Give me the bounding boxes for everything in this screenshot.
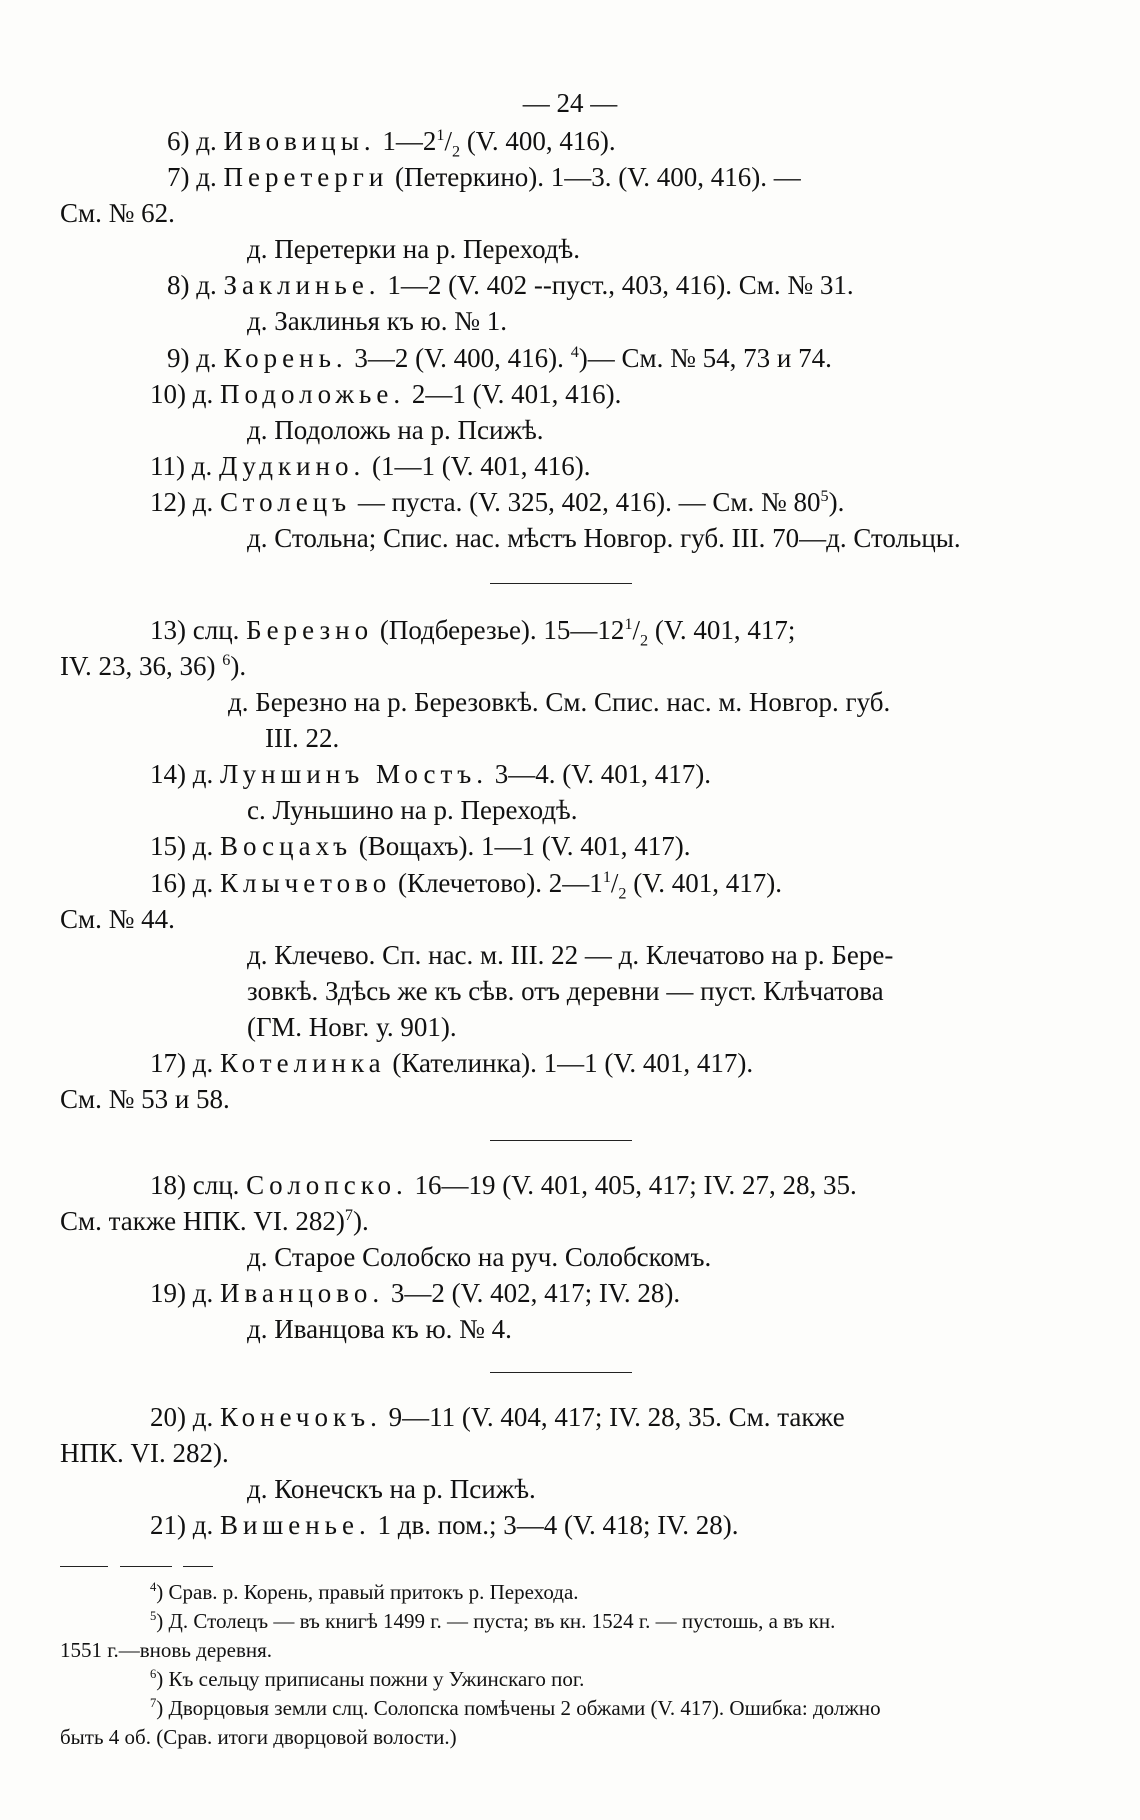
section-divider [490, 583, 632, 584]
entry-16-note2: зовкѣ. Здѣсь же къ сѣв. отъ деревни — пуст. Клѣчатова [247, 976, 884, 1006]
entry-19-note: д. Иванцова къ ю. № 4. [247, 1314, 512, 1344]
footnote-ref: 5 [820, 487, 829, 505]
footnote-ref: 7 [344, 1206, 353, 1224]
entry-name: Корень. [223, 343, 348, 373]
entry-16-note: д. Клечево. Сп. нас. м. III. 22 — д. Клечатово на р. Бере- [247, 940, 894, 970]
footnote-ref: 4 [570, 343, 579, 361]
entry-10-note: д. Подоложь на р. Псижѣ. [247, 415, 544, 445]
entry-name: Иванцово. [220, 1278, 385, 1308]
entry-7-cont: См. № 62. [60, 198, 175, 228]
entry-13-note: д. Березно на р. Березовкѣ. См. Спис. нас. м. Новгор. губ. [228, 687, 891, 717]
entry-14-note: с. Луньшино на р. Переходѣ. [247, 795, 578, 825]
footnote-7: $^7$) Дворцовыя земли слц. Солопска помѣчены 2 обжами (V. 417). Ошибка: должно [150, 1696, 881, 1720]
entry-17: 17) д. Котелинка (Кателинка). 1—1 (V. 401, 417). [150, 1048, 754, 1078]
footnote-rule [60, 1566, 108, 1567]
entry-19: 19) д. Иванцово. 3—2 (V. 402, 417; IV. 28). [150, 1278, 681, 1308]
entry-name: Восцахъ [220, 831, 353, 861]
entry-18-note: д. Старое Солобско на руч. Солобскомъ. [247, 1242, 712, 1272]
entry-name: Березно [246, 615, 374, 645]
entry-8: 8) д. Заклинье. 1—2 (V. 402 --пуст., 403, 416). См. № 31. [167, 270, 854, 300]
entry-name: Вишенье. [220, 1510, 371, 1540]
entry-13-note2: III. 22. [265, 723, 340, 753]
entry-name: Луншинъ Мостъ. [220, 759, 488, 789]
entry-7-note: д. Перетерки на р. Переходѣ. [247, 234, 580, 264]
entry-name: Заклинье. [223, 270, 381, 300]
entry-20: 20) д. Конечокъ. 9—11 (V. 404, 417; IV. 28, 35. См. также [150, 1402, 845, 1432]
footnote-rule [183, 1566, 213, 1567]
footnote-7-cont: быть 4 об. (Срав. итоги дворцовой волости.) [60, 1725, 457, 1749]
entry-6: 6) д. Ивовицы. $1—2^1/_2$ (V. 400, 416). [167, 126, 616, 161]
entry-12: 12) д. Столецъ — пуста. (V. 325, 402, 416). — См. № $80^5$). [150, 487, 845, 517]
entry-name: Конечокъ. [220, 1402, 382, 1432]
entry-12-note: д. Стольна; Спис. нас. мѣстъ Новгор. губ. III. 70—д. Стольцы. [247, 523, 961, 553]
entry-13: 13) слц. Березно (Подберезье). $15—12^1/_2$ (V. 401, 417; [150, 615, 796, 650]
entry-name: Солопско. [246, 1170, 408, 1200]
entry-name: Котелинка [220, 1048, 386, 1078]
entry-16-note3: (ГМ. Новг. у. 901). [247, 1012, 457, 1042]
footnote-ref: 6 [222, 651, 231, 669]
entry-17-cont: См. № 53 и 58. [60, 1084, 230, 1114]
entry-name: Ивовицы. [223, 126, 376, 156]
entry-16-cont: См. № 44. [60, 904, 175, 934]
footnote-rule [120, 1566, 172, 1567]
entry-11: 11) д. Дудкино. (1—1 (V. 401, 416). [150, 451, 591, 481]
page-number: — 24 — [522, 88, 618, 118]
entry-9: 9) д. Корень. 3—2 (V. 400, 416). $^4$)— См. № 54, 73 и 74. [167, 343, 832, 373]
section-divider [490, 1372, 632, 1373]
entry-18: 18) слц. Солопско. 16—19 (V. 401, 405, 417; IV. 27, 28, 35. [150, 1170, 857, 1200]
footnote-6: $^6$) Къ сельцу приписаны пожни у Ужинскаго пог. [150, 1667, 585, 1691]
entry-15: 15) д. Восцахъ (Вощахъ). 1—1 (V. 401, 417). [150, 831, 691, 861]
footnote-5: $^5$) Д. Столецъ — въ книгѣ 1499 г. — пуста; въ кн. 1524 г. — пустошь, а въ кн. [150, 1609, 836, 1633]
entry-7: 7) д. Перетерги (Петеркино). 1—3. (V. 400, 416). — [167, 162, 801, 192]
entry-name: Перетерги [223, 162, 389, 192]
entry-name: Подоложье. [220, 379, 406, 409]
section-divider [490, 1140, 632, 1141]
footnote-5-cont: 1551 г.—вновь деревня. [60, 1638, 273, 1662]
entry-name: Клычетово [220, 868, 392, 898]
entry-8-note: д. Заклинья къ ю. № 1. [247, 306, 507, 336]
entry-20-note: д. Конечскъ на р. Псижѣ. [247, 1474, 536, 1504]
entry-21: 21) д. Вишенье. 1 дв. пом.; 3—4 (V. 418; IV. 28). [150, 1510, 739, 1540]
entry-name: Дудкино. [219, 451, 366, 481]
entry-14: 14) д. Луншинъ Мостъ. 3—4. (V. 401, 417). [150, 759, 712, 789]
entry-18-cont: См. также НПК. VI. 282)$^7$). [60, 1206, 369, 1236]
entry-name: Столецъ [220, 487, 352, 517]
footnote-4: $^4$) Срав. р. Корень, правый притокъ р. Перехода. [150, 1580, 579, 1604]
entry-20-cont: НПК. VI. 282). [60, 1438, 229, 1468]
entry-10: 10) д. Подоложье. 2—1 (V. 401, 416). [150, 379, 622, 409]
entry-16: 16) д. Клычетово (Клечетово). $2—1^1/_2$ (V. 401, 417). [150, 868, 783, 903]
entry-13-cont: IV. 23, 36, 36) $^6$). [60, 651, 247, 681]
